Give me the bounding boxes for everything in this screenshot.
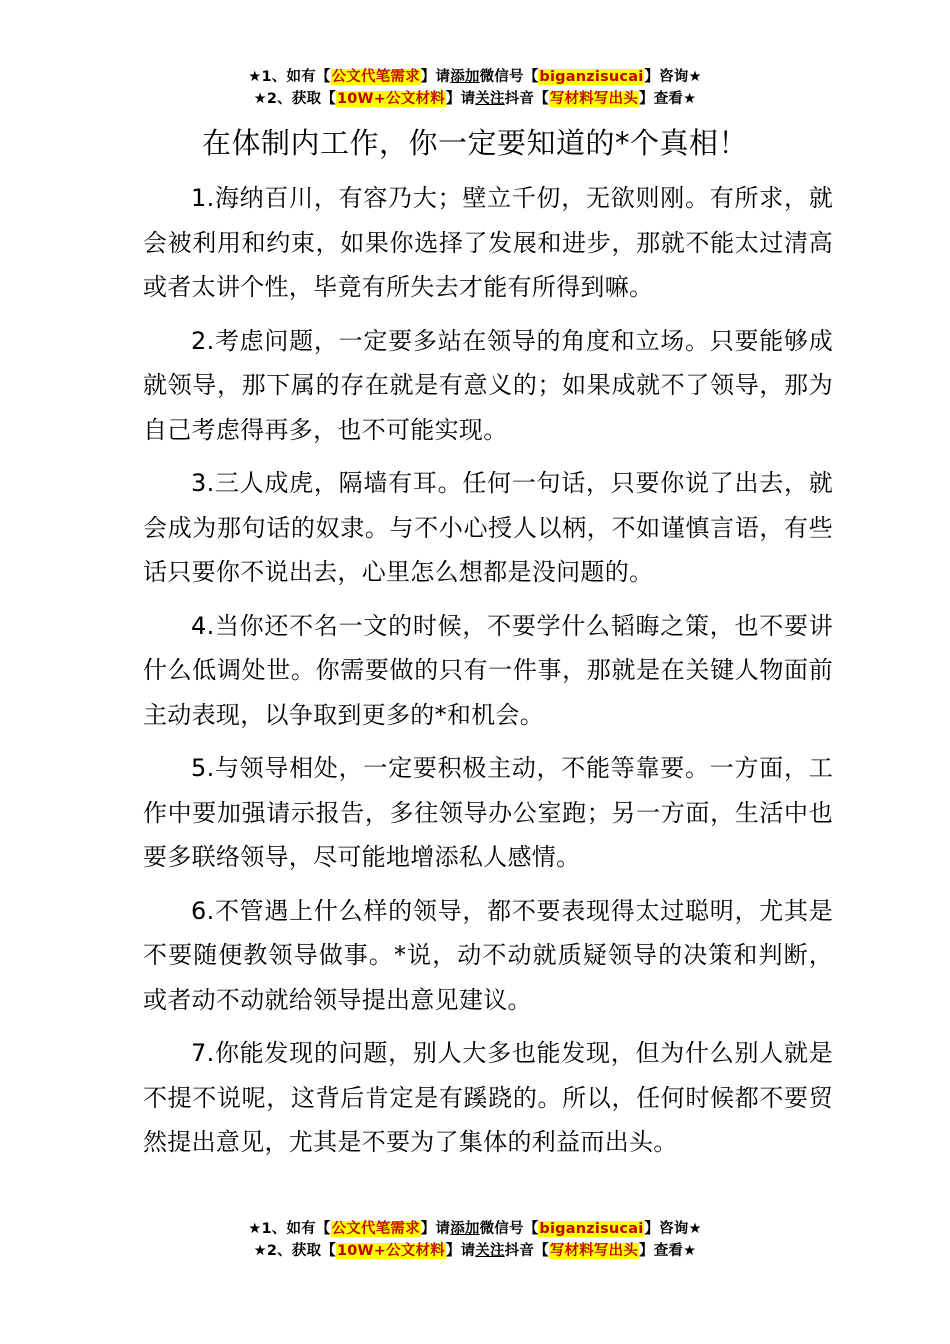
header-banner	[0, 66, 950, 110]
paragraph-6: 6.不管遇上什么样的领导，都不要表现得太过聪明，尤其是不要随便教领导做事。*说，动不动就质疑领导的决策和判断，或者动不动就给领导提出意见建议。	[143, 896, 833, 1014]
banner-text: 】查看★	[639, 1243, 697, 1259]
footer-banner-line-2	[0, 1240, 950, 1262]
paragraph-7: 7.你能发现的问题，别人大多也能发现，但为什么别人就是不提不说呢，这背后肯定是有蹊跷的。所以，任何时候都不要贸然提出意见，尤其是不要为了集体的利益而出头。	[143, 1039, 833, 1156]
banner-highlight: 公文代笔需求	[331, 69, 420, 85]
paragraph-2: 2.考虑问题，一定要多站在领导的角度和立场。只要能够成就领导，那下属的存在就是有意义的；如果成就不了领导，那为自己考虑得再多，也不可能实现。	[143, 326, 833, 444]
banner-text: ★2、获取【	[253, 1243, 336, 1259]
banner-highlight: 10W+公文材料	[336, 1243, 445, 1259]
banner-underlined-text: 添加	[450, 1221, 480, 1237]
banner-wechat-id: biganzisucai	[539, 69, 644, 85]
banner-highlight: 公文代笔需求	[331, 1221, 420, 1237]
banner-text: ★1、如有【	[248, 69, 331, 85]
paragraph-3: 3.三人成虎，隔墙有耳。任何一句话，只要你说了出去，就会成为那句话的奴隶。与不小心授人以柄，不如谨慎言语，有些话只要你不说出去，心里怎么想都是没问题的。	[143, 469, 833, 586]
banner-highlight: 10W+公文材料	[336, 91, 445, 107]
banner-underlined-text: 添加	[450, 69, 480, 85]
banner-text: 】请	[445, 1243, 476, 1259]
footer-banner-line-1	[0, 1218, 950, 1240]
banner-text: 微信号【	[479, 69, 539, 85]
document-body	[143, 176, 833, 1174]
paragraph-5: 5.与领导相处，一定要积极主动，不能等靠要。一方面，工作中要加强请示报告，多往领导办公室跑；另一方面，生活中也要多联络领导，尽可能地增添私人感情。	[143, 754, 833, 871]
banner-text: 】查看★	[639, 91, 697, 107]
header-banner-line-2	[0, 88, 950, 110]
banner-douyin-account: 写材料写出头	[549, 1243, 639, 1259]
banner-text: 微信号【	[479, 1221, 539, 1237]
paragraph-1: 1.海纳百川，有容乃大；壁立千仞，无欲则刚。有所求，就会被利用和约束，如果你选择了发展和进步，那就不能太过清高或者太讲个性，毕竟有所失去才能有所得到嘛。	[143, 184, 833, 301]
document-title: 在体制内工作，你一定要知道的*个真相！	[201, 126, 748, 160]
footer-banner	[0, 1218, 950, 1262]
banner-wechat-id: biganzisucai	[539, 1221, 644, 1237]
banner-underlined-text: 关注	[475, 91, 505, 107]
header-banner-line-1	[0, 66, 950, 88]
banner-text: 】请	[420, 1221, 451, 1237]
banner-text: 抖音【	[504, 91, 549, 107]
banner-text: 】请	[445, 91, 476, 107]
banner-text: 抖音【	[504, 1243, 549, 1259]
banner-underlined-text: 关注	[475, 1243, 505, 1259]
banner-text: 】咨询★	[644, 1221, 702, 1237]
banner-text: ★1、如有【	[248, 1221, 331, 1237]
banner-text: ★2、获取【	[253, 91, 336, 107]
banner-text: 】咨询★	[644, 69, 702, 85]
banner-douyin-account: 写材料写出头	[549, 91, 639, 107]
paragraph-4: 4.当你还不名一文的时候，不要学什么韬晦之策，也不要讲什么低调处世。你需要做的只有一件事，那就是在关键人物面前主动表现，以争取到更多的*和机会。	[143, 611, 833, 729]
banner-text: 】请	[420, 69, 451, 85]
